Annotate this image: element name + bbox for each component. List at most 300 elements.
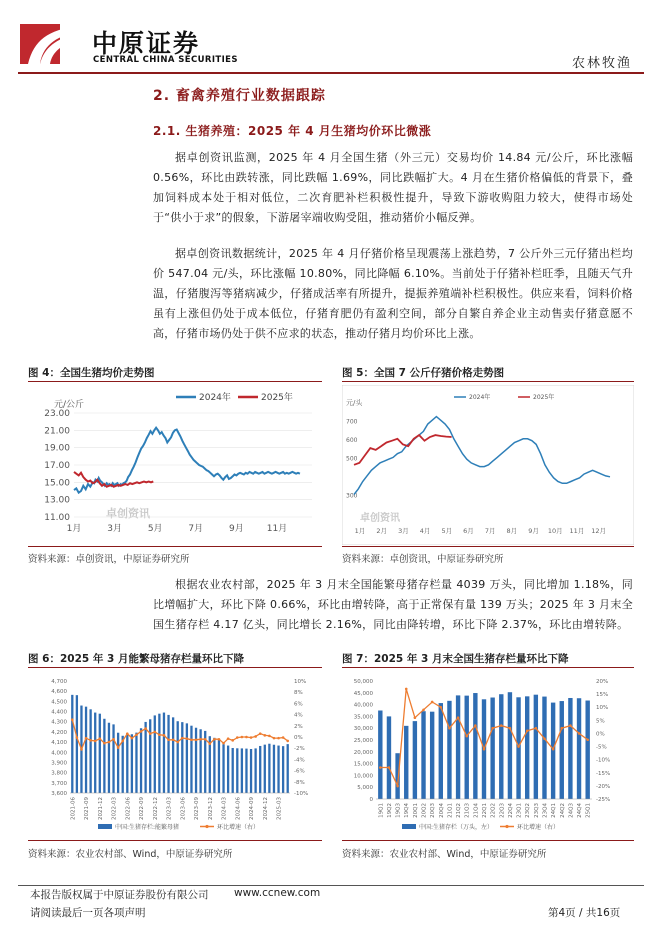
fig6-bar	[122, 736, 124, 793]
fig7-x-tick: 23Q4	[542, 803, 549, 818]
fig4-x-tick: 9月	[229, 524, 244, 534]
fig5-x-tick: 2月	[376, 527, 388, 535]
fig6-yleft-tick: 3,700	[51, 780, 67, 787]
fig6-x-tick: 2023-06	[180, 797, 187, 820]
fig7-bar	[413, 721, 417, 799]
fig7-bottom-rule	[342, 840, 634, 841]
fig7-bar	[378, 711, 382, 800]
fig7-line-point	[440, 706, 443, 709]
fig7-legend-swatch	[402, 824, 416, 829]
fig6-bar	[268, 744, 270, 793]
subsection-title: 2.1. 生猪养殖：2025 年 4 月生猪均价环比微涨	[153, 124, 432, 138]
fig6-bar	[245, 749, 247, 793]
fig7-line-point	[448, 727, 451, 730]
fig6-line-point	[76, 736, 79, 739]
fig4-x-tick: 3月	[107, 524, 122, 534]
fig6-bar	[181, 722, 183, 793]
fig7-bar	[404, 726, 408, 799]
fig6-line-point	[153, 731, 156, 734]
fig6-x-tick: 2021-12	[97, 797, 104, 820]
fig6-bar	[167, 715, 169, 793]
fig6-yleft-tick: 3,900	[51, 760, 67, 767]
fig4-y-tick: 13.00	[44, 495, 70, 506]
fig6-line-point	[85, 737, 88, 740]
fig7-x-tick: 20Q4	[438, 803, 445, 818]
fig7-line-point	[586, 738, 589, 741]
fig7-line-point	[474, 724, 477, 727]
fig6-bar	[89, 709, 91, 793]
fig7-bar	[560, 701, 564, 799]
fig7-yright-tick: -5%	[596, 744, 607, 751]
fig5-x-tick: 6月	[463, 527, 474, 535]
fig6-line-point	[259, 732, 262, 735]
fig6-line-point	[108, 741, 111, 744]
fig5-y-tick: 700	[346, 418, 358, 426]
fig7-yright-tick: 15%	[596, 692, 609, 699]
fig7-yleft-tick: 25,000	[353, 738, 373, 744]
fig7-x-tick: 23Q1	[516, 803, 523, 818]
fig6-line-point	[126, 732, 129, 735]
paragraph-3: 根据农业农村部，2025 年 3 月末全国能繁母猪存栏量 4039 万头，同比增加 1.18%，同比增幅扩大，环比下降 0.66%，环比由增转降，高于正常保有量 139 万头；2025 年 3 月末全国生猪存栏 4.17 亿头，同比增长 2.16%，同比由降转增，环比下降 2.37%，环比由增转降。	[153, 578, 633, 631]
fig5-x-tick: 12月	[591, 527, 607, 535]
fig6-source: 资料来源：农业农村部、Wind，中原证券研究所	[28, 849, 233, 860]
fig6-bar	[227, 746, 229, 793]
fig6-line-point	[80, 748, 83, 751]
fig6-line-point	[158, 733, 161, 736]
fig6-bar	[195, 728, 197, 793]
fig4-y-tick: 17.00	[44, 461, 70, 471]
fig7-bar	[577, 698, 581, 799]
fig6-x-tick: 2021-09	[84, 797, 91, 820]
fig7-yleft-tick: 40,000	[353, 702, 373, 709]
fig6-line-point	[181, 737, 184, 740]
fig5-x-tick: 1月	[354, 527, 366, 535]
fig4-x-tick: 7月	[188, 524, 204, 534]
fig4-y-tick: 11.00	[44, 513, 70, 523]
fig6-bar	[144, 722, 146, 793]
fig7-x-tick: 20Q1	[412, 803, 419, 818]
fig5-y-tick: 500	[346, 455, 358, 463]
fig7-bar	[439, 703, 443, 799]
fig5-x-tick: 9月	[528, 527, 539, 535]
fig6-line-point	[273, 737, 276, 740]
fig6-bar	[172, 717, 174, 793]
fig6-chart	[28, 671, 322, 839]
fig7-x-tick: 24Q4	[577, 803, 584, 818]
footer-url[interactable]: www.ccnew.com	[234, 887, 321, 899]
fig7-title: 图 7：2025 年 3 月末全国生猪存栏量环比下降	[342, 653, 569, 665]
fig6-line-point	[222, 742, 225, 745]
fig6-line-point	[213, 738, 216, 741]
fig6-yright-tick: -6%	[294, 768, 305, 775]
fig4-x-tick: 5月	[147, 524, 163, 534]
fig6-bar	[282, 746, 284, 793]
fig6-bar	[99, 714, 101, 793]
fig6-bar	[254, 748, 256, 793]
fig6-legend-label: 中国:生猪存栏:能繁母猪	[115, 824, 180, 831]
fig6-x-tick: 2022-03	[111, 797, 118, 820]
fig6-line-point	[250, 736, 253, 739]
fig6-line-point	[218, 738, 221, 741]
fig6-bar	[112, 724, 114, 793]
fig6-yright-tick: -2%	[294, 746, 305, 753]
fig6-bar	[149, 719, 151, 793]
fig6-yright-tick: 0%	[294, 735, 303, 741]
fig7-x-tick: 19Q2	[386, 803, 393, 818]
fig6-line-point	[204, 738, 207, 741]
fig6-line-point	[172, 739, 175, 742]
fig5-bottom-rule	[342, 546, 634, 547]
fig7-bar	[395, 753, 399, 799]
fig6-bar	[154, 715, 156, 793]
fig4-title-rule	[28, 381, 322, 382]
fig6-yright-tick: -10%	[294, 791, 309, 797]
fig6-line-point	[176, 741, 179, 744]
fig4-y-tick: 21.00	[44, 426, 70, 437]
fig6-x-tick: 2024-12	[262, 797, 269, 820]
fig7-x-tick: 22Q2	[490, 803, 497, 818]
fig6-bar	[103, 719, 105, 793]
fig4-title: 图 4：全国生猪均价走势图	[28, 367, 155, 379]
fig6-x-tick: 2024-06	[235, 797, 242, 820]
fig5-chart	[342, 385, 634, 545]
fig7-line-point	[422, 709, 425, 712]
fig6-line-point	[227, 737, 230, 740]
fig7-bar	[499, 694, 503, 799]
fig7-line-point	[509, 727, 512, 730]
fig7-bar	[542, 697, 546, 799]
fig4-source: 资料来源：卓创资讯，中原证券研究所	[28, 554, 190, 565]
fig6-bar	[232, 748, 234, 793]
fig6-yright-tick: 10%	[294, 679, 307, 685]
fig5-x-tick: 4月	[419, 527, 431, 535]
fig7-x-tick: 20Q2	[421, 803, 428, 818]
fig6-bar	[117, 733, 119, 793]
fig7-line-point	[379, 766, 382, 769]
fig6-bar	[76, 695, 78, 793]
fig7-line-point	[535, 727, 538, 730]
fig6-yleft-tick: 4,200	[51, 729, 67, 736]
fig6-yleft-tick: 4,100	[51, 740, 67, 747]
fig7-yright-tick: 0%	[596, 731, 605, 738]
fig7-line-point	[414, 716, 417, 719]
fig5-x-tick: 10月	[547, 527, 563, 535]
fig7-line-point	[405, 688, 408, 691]
fig6-yleft-tick: 4,500	[51, 699, 67, 706]
fig6-line-point	[121, 740, 124, 743]
fig6-x-tick: 2023-03	[166, 797, 173, 820]
fig5-x-tick: 7月	[484, 527, 496, 535]
fig4-x-tick: 11月	[266, 524, 288, 534]
fig6-bar	[177, 721, 179, 793]
fig5-y-label: 元/头	[346, 399, 363, 407]
fig7-line-point	[491, 727, 494, 730]
fig6-yleft-tick: 4,400	[51, 709, 67, 716]
fig7-bar	[534, 695, 538, 799]
fig5-title: 图 5：全国 7 公斤仔猪价格走势图	[342, 367, 505, 379]
fig6-line-point	[277, 737, 280, 740]
fig7-line-point	[396, 785, 399, 788]
logo-name-en: CENTRAL CHINA SECURITIES	[93, 55, 238, 65]
fig6-yright-tick: 8%	[294, 690, 303, 697]
fig6-line-point	[268, 735, 271, 738]
fig6-line-point	[286, 740, 289, 743]
fig7-line-point	[465, 735, 468, 738]
fig7-source: 资料来源：农业农村部、Wind，中原证券研究所	[342, 849, 547, 860]
fig6-yleft-tick: 4,700	[51, 679, 67, 685]
fig6-yright-tick: 2%	[294, 723, 303, 730]
fig5-x-tick: 11月	[569, 527, 585, 535]
fig6-yleft-tick: 3,600	[51, 791, 67, 797]
fig5-watermark: 卓创资讯	[360, 513, 400, 524]
fig7-legend-label: 环比增速（右）	[517, 824, 560, 831]
fig7-bar	[568, 698, 572, 799]
fig7-bar	[585, 701, 589, 799]
fig6-x-tick: 2023-12	[207, 797, 214, 820]
fig6-line-point	[117, 746, 120, 749]
fig7-yleft-tick: 35,000	[353, 714, 373, 721]
fig6-bar	[287, 744, 289, 793]
fig7-x-tick: 20Q3	[430, 803, 437, 818]
fig6-line-point	[190, 739, 193, 742]
fig7-x-tick: 19Q1	[378, 803, 385, 818]
fig7-chart	[342, 671, 634, 839]
fig7-line-point	[500, 724, 503, 727]
fig6-title-rule	[28, 667, 322, 668]
fig6-line-point	[231, 739, 234, 742]
fig6-line-point	[199, 738, 202, 741]
fig7-line-point	[388, 766, 391, 769]
fig6-x-tick: 2023-09	[194, 797, 201, 820]
fig7-yright-tick: 5%	[596, 718, 605, 725]
fig7-line-point	[560, 727, 563, 730]
fig7-bar	[473, 693, 477, 799]
fig5-source: 资料来源：卓创资讯，中原证券研究所	[342, 554, 504, 565]
fig6-line-point	[89, 739, 92, 742]
fig7-yleft-tick: 50,000	[353, 679, 373, 685]
sector-label: 农林牧渔	[571, 56, 632, 71]
fig4-y-tick: 19.00	[44, 443, 70, 454]
fig6-x-tick: 2024-09	[249, 797, 256, 820]
fig6-x-tick: 2022-12	[152, 797, 159, 820]
fig4-watermark: 卓创资讯	[106, 507, 150, 520]
fig7-bar	[465, 696, 469, 799]
fig5-series-line-0	[354, 417, 610, 495]
fig7-bar	[516, 697, 520, 799]
fig6-bar	[264, 745, 266, 793]
fig4-legend-label: 2025年	[261, 393, 293, 403]
fig6-title: 图 6：2025 年 3 月能繁母猪存栏量环比下降	[28, 653, 244, 665]
fig6-yright-tick: 6%	[294, 701, 303, 708]
fig4-y-tick: 23.00	[44, 409, 70, 419]
fig6-line-point	[94, 740, 97, 743]
fig6-line-point	[163, 734, 166, 737]
fig7-line-point	[517, 745, 520, 748]
fig5-y-tick: 600	[346, 436, 358, 444]
fig6-x-tick: 2025-03	[276, 797, 283, 820]
fig6-yleft-tick: 4,600	[51, 689, 67, 696]
page-number: 第4页 / 共16页	[548, 907, 621, 919]
fig7-x-tick: 22Q1	[482, 803, 488, 818]
fig7-yleft-tick: 45,000	[353, 690, 373, 697]
fig7-yright-tick: 20%	[596, 679, 609, 685]
fig7-x-tick: 23Q3	[533, 803, 540, 818]
fig6-legend-label: 环比增速（右）	[217, 824, 260, 831]
fig6-bar	[250, 749, 252, 793]
fig6-bar	[126, 733, 128, 793]
fig7-yleft-tick: 20,000	[353, 749, 373, 756]
fig7-line-point	[483, 748, 486, 751]
fig6-line-point	[112, 738, 115, 741]
fig5-title-rule	[342, 381, 634, 382]
footer-divider	[18, 885, 644, 886]
fig6-bar	[108, 723, 110, 793]
fig6-bar	[94, 713, 96, 793]
header-divider	[18, 72, 644, 74]
fig6-bar	[71, 695, 73, 793]
fig6-bar	[277, 746, 279, 793]
fig7-yleft-tick: 30,000	[353, 726, 373, 733]
fig5-y-tick: 300	[346, 492, 358, 500]
fig7-bar	[387, 716, 391, 799]
fig7-yright-tick: -20%	[596, 783, 611, 790]
fig6-bar	[135, 733, 137, 793]
fig7-x-tick: 21Q3	[464, 803, 471, 818]
fig7-yright-tick: -10%	[596, 757, 611, 764]
fig6-bar	[163, 713, 165, 793]
fig4-legend-label: 2024年	[199, 393, 231, 403]
fig6-line-point	[241, 736, 244, 739]
fig7-x-tick: 22Q4	[507, 803, 514, 818]
fig6-line-point	[71, 718, 74, 721]
fig7-line-point	[578, 732, 581, 735]
fig5-legend-label: 2025年	[533, 394, 555, 401]
fig7-legend-label: 中国:生猪存栏（万头，左）	[419, 824, 494, 831]
fig7-x-tick: 24Q2	[559, 803, 566, 818]
fig6-line-point	[167, 739, 170, 742]
fig6-legend-swatch	[98, 824, 112, 829]
fig6-bar	[131, 734, 133, 793]
fig7-bar	[421, 711, 425, 799]
fig7-bar	[430, 712, 434, 799]
fig7-legend-marker	[505, 825, 508, 828]
fig6-line-point	[149, 732, 152, 735]
section-title: 2. 畜禽养殖行业数据跟踪	[153, 88, 326, 104]
fig7-yleft-tick: 10,000	[353, 773, 373, 780]
fig6-yright-tick: -4%	[294, 757, 305, 764]
fig6-bar	[190, 726, 192, 793]
fig6-line-point	[254, 735, 257, 738]
fig6-x-tick: 2022-09	[139, 797, 146, 820]
fig4-chart	[28, 385, 322, 545]
fig6-yleft-tick: 4,000	[51, 750, 67, 757]
fig7-yright-tick: -25%	[596, 797, 611, 803]
footer-disclaimer: 请阅读最后一页各项声明	[30, 907, 146, 919]
fig6-bar	[241, 748, 243, 793]
fig7-x-tick: 21Q1	[447, 803, 454, 818]
fig6-bar	[273, 745, 275, 793]
fig4-x-tick: 1月	[66, 524, 82, 534]
fig5-x-tick: 8月	[506, 527, 518, 535]
fig6-yright-tick: 4%	[294, 712, 303, 719]
fig7-x-tick: 24Q1	[551, 803, 558, 818]
fig7-x-tick: 19Q4	[404, 803, 411, 818]
fig5-x-tick: 3月	[398, 527, 409, 535]
fig4-y-label: 元/公斤	[54, 400, 85, 410]
fig6-bar	[186, 723, 188, 793]
fig6-line-point	[131, 737, 134, 740]
fig6-bar	[236, 748, 238, 793]
fig6-yleft-tick: 3,800	[51, 770, 67, 777]
fig7-x-tick: 22Q3	[499, 803, 506, 818]
fig4-bottom-rule	[28, 546, 322, 547]
fig7-x-tick: 21Q4	[473, 803, 480, 818]
fig7-bar	[525, 696, 529, 799]
fig7-x-tick: 25Q1	[585, 803, 592, 818]
logo-name-cn: 中原证券	[92, 29, 201, 58]
fig7-title-rule	[342, 667, 634, 668]
fig6-line-point	[144, 727, 147, 730]
paragraph-2: 据卓创资讯数据统计，2025 年 4 月仔猪价格呈现震荡上涨趋势，7 公斤外三元仔猪出栏均价 547.04 元/头，环比涨幅 10.80%，同比降幅 6.10%。当前处于仔猪补栏旺季，且随天气升温，仔猪腹泻等猪病减少，仔猪成活率有所提升，提振养殖端补栏积极性。供应来看，饲料价格虽有上涨但仍处于成本低位，仔猪育肥仍有盈利空间，部分自繁自养企业主动售卖仔猪意愿不高，仔猪市场仍处于供不应求的状态，推动仔猪月均价环比上涨。	[153, 247, 633, 340]
fig6-yleft-tick: 4,300	[51, 719, 67, 726]
paragraph-1: 据卓创资讯监测，2025 年 4 月全国生猪（外三元）交易均价 14.84 元/公斤，环比涨幅 0.56%，环比由跌转涨，同比跌幅 1.69%，同比跌幅扩大。4 月在生猪价格偏低的背景下，叠加饲料成本处于相对低位，二次育肥补栏积极性提升，导致下游收购阻力较大，使得市场处于“供小于求”的假象，下游屠宰端收购受阻，推动猪价小幅反弹。	[153, 151, 633, 224]
fig6-bar	[140, 728, 142, 793]
fig6-bar	[158, 714, 160, 793]
fig6-x-tick: 2021-06	[70, 797, 77, 820]
fig7-line-point	[552, 748, 555, 751]
fig6-bar	[259, 746, 261, 793]
fig7-line-point	[526, 730, 529, 733]
fig6-line-point	[236, 736, 239, 739]
fig6-line-point	[245, 736, 248, 739]
fig6-yright-tick: -8%	[294, 779, 305, 786]
fig7-yleft-tick: 5,000	[357, 785, 373, 792]
fig7-yleft-tick: 0	[369, 797, 373, 803]
logo-icon	[18, 22, 80, 66]
fig7-x-tick: 24Q3	[568, 803, 575, 818]
fig7-line-point	[431, 701, 434, 704]
fig7-line-point	[457, 716, 460, 719]
fig7-bar	[551, 703, 555, 799]
fig7-line-point	[569, 724, 572, 727]
fig7-yleft-tick: 15,000	[353, 761, 373, 768]
fig6-line-point	[140, 730, 143, 733]
fig7-x-tick: 23Q2	[525, 803, 532, 818]
fig7-line-point	[543, 737, 546, 740]
fig6-line-point	[98, 737, 101, 740]
fig6-bar	[218, 740, 220, 793]
fig6-line-point	[103, 742, 106, 745]
fig6-bar	[85, 707, 87, 793]
footer-copyright: 本报告版权属于中原证券股份有限公司	[30, 889, 209, 901]
fig6-bottom-rule	[28, 840, 322, 841]
fig7-bar	[447, 701, 451, 799]
fig6-line-point	[195, 739, 198, 742]
fig7-bar	[508, 692, 512, 799]
fig7-bar	[456, 695, 460, 799]
fig4-y-tick: 15.00	[44, 478, 70, 489]
fig6-line-point	[263, 734, 266, 737]
fig6-line-point	[186, 737, 189, 740]
fig7-yright-tick: -15%	[596, 770, 611, 777]
fig7-bar	[490, 698, 494, 799]
fig6-line-point	[282, 736, 285, 739]
fig7-x-tick: 21Q2	[456, 803, 463, 818]
fig5-x-tick: 5月	[441, 527, 453, 535]
fig6-x-tick: 2022-06	[125, 797, 132, 820]
fig5-legend-label: 2024年	[469, 394, 491, 401]
fig6-legend-marker	[205, 825, 208, 828]
